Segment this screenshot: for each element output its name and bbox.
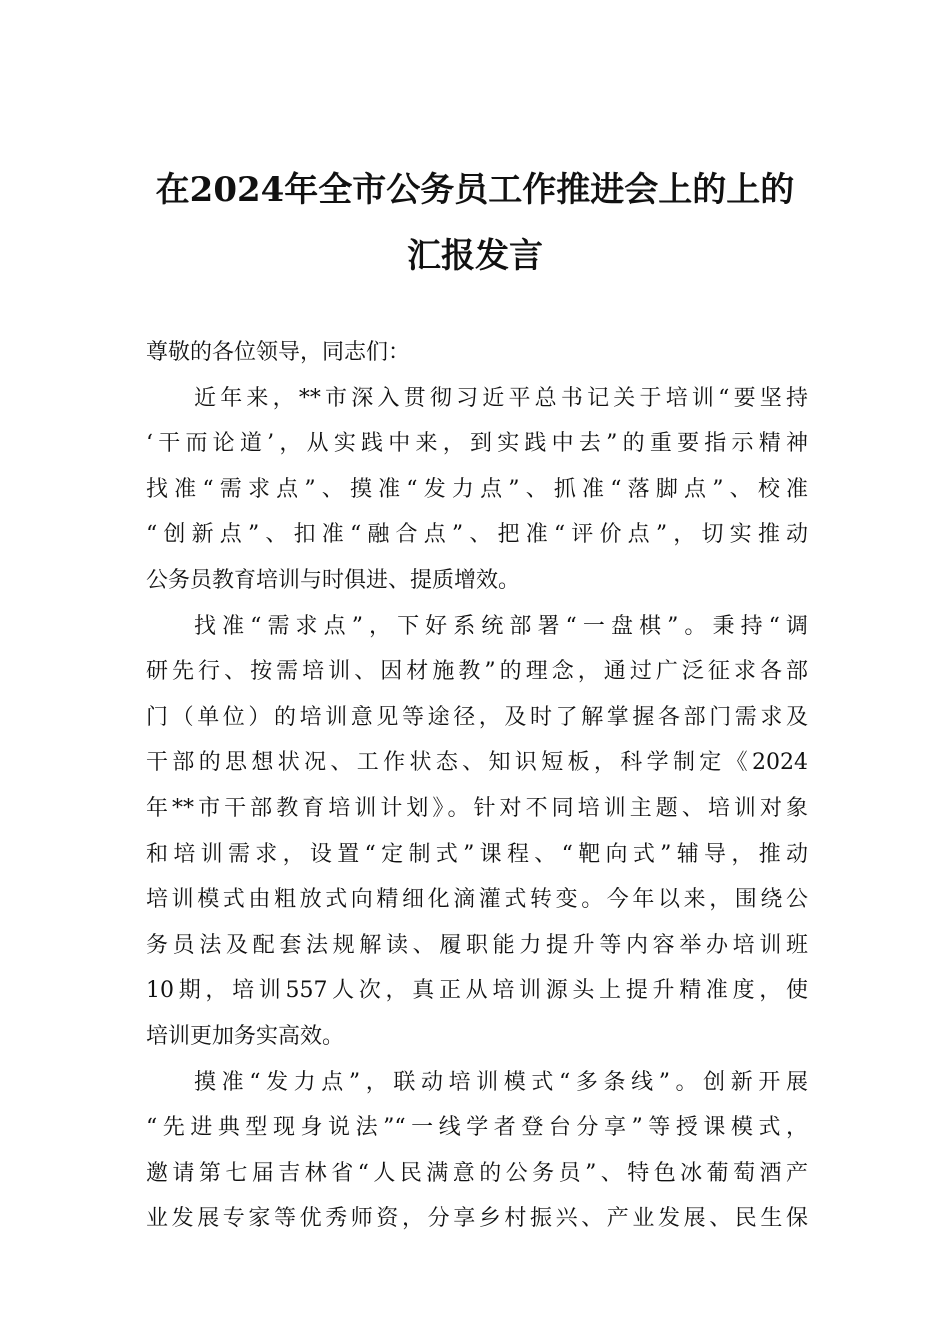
paragraph-line: ‘干而论道’，从实践中来，到实践中去”的重要指示精神: [146, 431, 808, 457]
document-title-line-2: 汇报发言: [407, 236, 543, 276]
paragraph-intro: [146, 376, 808, 604]
paragraph-demand-point: [146, 604, 808, 1060]
paragraph-line: 业发展专家等优秀师资，分享乡村振兴、产业发展、民生保: [146, 1206, 808, 1232]
paragraph-line: 和培训需求，设置“定制式”课程、“靶向式”辅导，推动: [146, 841, 808, 867]
paragraph-line: 务员法及配套法规解读、履职能力提升等内容举办培训班: [146, 932, 808, 958]
paragraph-line: 培训模式由粗放式向精细化滴灌式转变。今年以来，围绕公: [146, 887, 808, 913]
paragraph-line: 找准“需求点”、摸准“发力点”、抓准“落脚点”、校准: [146, 476, 808, 502]
paragraph-line: 公务员教育培训与时俱进、提质增效。: [146, 567, 521, 593]
paragraph-line: “创新点”、扣准“融合点”、把准“评价点”，切实推动: [146, 522, 808, 548]
paragraph-line: 邀请第七届吉林省“人民满意的公务员”、特色冰葡萄酒产: [146, 1160, 808, 1186]
paragraph-line: 10期，培训557人次，真正从培训源头上提升精准度，使: [146, 978, 808, 1004]
paragraph-line: 门（单位）的培训意见等途径，及时了解掌握各部门需求及: [146, 704, 808, 730]
paragraph-force-point: [146, 1060, 808, 1242]
document-body: [146, 330, 808, 1242]
paragraph-line: 摸准“发力点”，联动培训模式“多条线”。创新开展: [194, 1069, 808, 1095]
paragraph-line: 近年来，**市深入贯彻习近平总书记关于培训“要坚持: [194, 385, 808, 411]
paragraph-line: 研先行、按需培训、因材施教”的理念，通过广泛征求各部: [146, 659, 808, 685]
paragraph-line: 年**市干部教育培训计划》。针对不同培训主题、培训对象: [146, 795, 808, 821]
salutation: 尊敬的各位领导，同志们：: [146, 340, 411, 365]
paragraph-line: “先进典型现身说法”“一线学者登台分享”等授课模式，: [146, 1115, 808, 1141]
paragraph-line: 干部的思想状况、工作状态、知识短板，科学制定《2024: [146, 750, 808, 776]
paragraph-line: 找准“需求点”，下好系统部署“一盘棋”。秉持“调: [194, 613, 808, 639]
paragraph-line: 培训更加务实高效。: [146, 1023, 345, 1049]
document-title-line-1: 在2024年全市公务员工作推进会上的上的: [155, 170, 795, 210]
